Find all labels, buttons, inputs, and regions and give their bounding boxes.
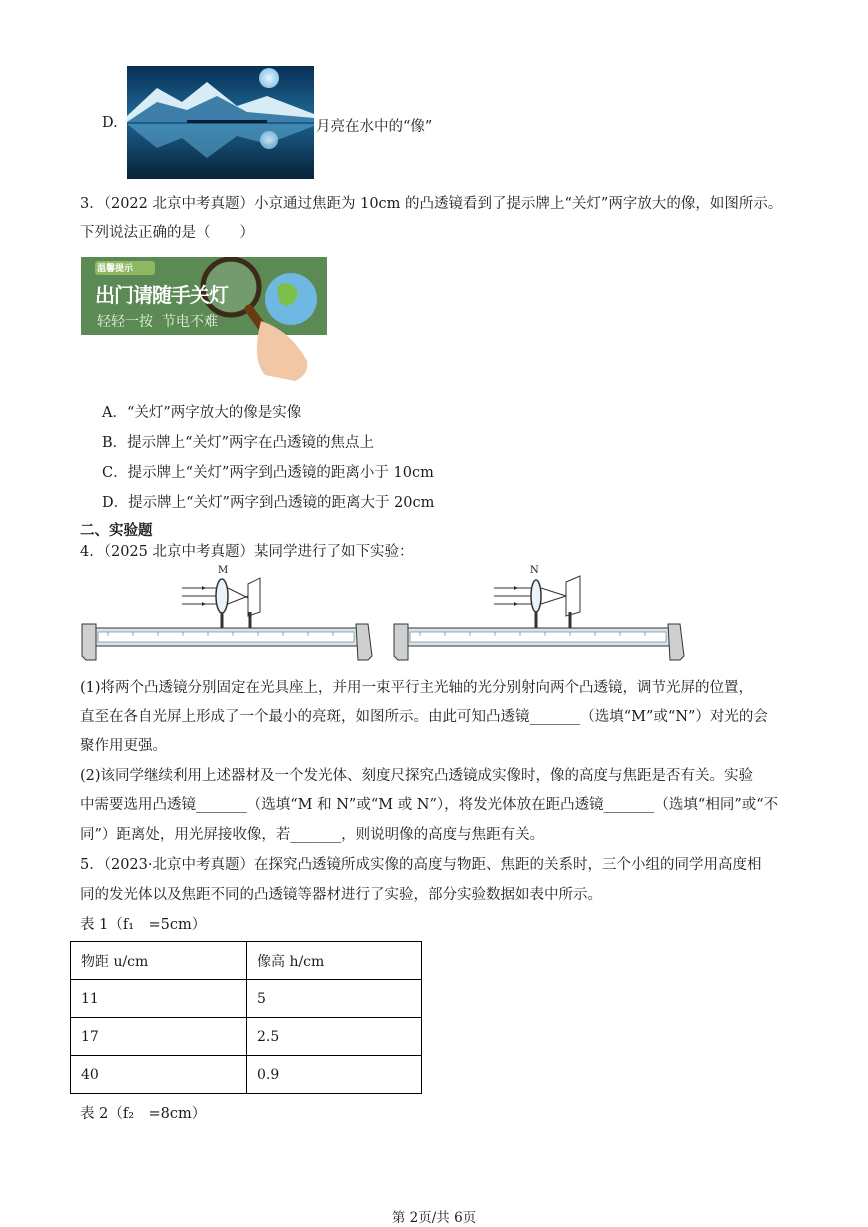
- table-row: [71, 1018, 422, 1056]
- option-d-text: 月亮在水中的“像”: [316, 119, 433, 135]
- q3-option-b: B．提示牌上“关灯”两字在凸透镜的焦点上: [102, 435, 374, 451]
- q4-part2-line1: (2)该同学继续利用上述器材及一个发光体、刻度尺探究凸透镜成实像时，像的高度与焦距是否有关。实验: [80, 768, 754, 784]
- q3-option-d: D．提示牌上“关灯”两字到凸透镜的距离大于 20cm: [102, 495, 435, 511]
- q4-part1-line1: (1)将两个凸透镜分别固定在光具座上，并用一束平行主光轴的光分别射向两个凸透镜，调节光屏的位置，: [80, 680, 754, 696]
- q3-stem-line2: 下列说法正确的是（ ）: [80, 225, 254, 241]
- table1-caption: 表 1（f₁ =5cm）: [80, 917, 207, 933]
- page-footer: 第 2页/共 6页: [391, 1210, 477, 1226]
- sign-sub-text: 轻轻一按 节电不难: [97, 314, 218, 330]
- table-header-cell: 物距 u/cm: [71, 942, 247, 980]
- table1: [70, 941, 422, 1094]
- sign-tag-text: 温馨提示: [97, 264, 134, 274]
- q4-intro: 4．（2025 北京中考真题）某同学进行了如下实验：: [80, 544, 414, 560]
- sign-main-text: 出门请随手关灯: [95, 283, 228, 307]
- table-row: [71, 980, 422, 1018]
- table-cell: 40: [71, 1056, 247, 1094]
- q4-part2-line2: 中需要选用凸透镜_______（选填“M 和 N”或“M 或 N”），将发光体放在距凸透镜_______（选填“相同”或“不: [80, 797, 779, 813]
- table-header-cell: 像高 h/cm: [247, 942, 422, 980]
- q5-stem-line2: 同的发光体以及焦距不同的凸透镜等器材进行了实验，部分实验数据如表中所示。: [80, 887, 602, 903]
- section-heading: 二、实验题: [80, 522, 153, 539]
- q3-option-a: A．“关灯”两字放大的像是实像: [102, 405, 302, 421]
- q4-part1-line3: 聚作用更强。: [80, 738, 167, 754]
- table-cell: 17: [71, 1018, 247, 1056]
- table-cell: 2.5: [247, 1018, 422, 1056]
- table-row: [71, 1056, 422, 1094]
- optical-bench-n-figure: [390, 566, 686, 664]
- table-header-row: [71, 942, 422, 980]
- lens-m-label: M: [218, 565, 229, 576]
- option-d-letter: D.: [102, 115, 118, 131]
- q3-stem-line1: 3．（2022 北京中考真题）小京通过焦距为 10cm 的凸透镜看到了提示牌上“关灯”两字放大的像，如图所示。: [80, 196, 783, 212]
- q4-part1-line2: 直至在各自光屏上形成了一个最小的亮斑，如图所示。由此可知凸透镜_______（选填“M”或“N”）对光的会: [80, 709, 768, 725]
- table-cell: 11: [71, 980, 247, 1018]
- optical-bench-m-figure: [78, 566, 374, 664]
- q5-stem-line1: 5．（2023·北京中考真题）在探究凸透镜所成实像的高度与物距、焦距的关系时，三个小组的同学用高度相: [80, 857, 762, 873]
- table-cell: 5: [247, 980, 422, 1018]
- lens-n-label: N: [530, 565, 539, 576]
- q4-part2-line3: 同”）距离处，用光屏接收像，若_______，则说明像的高度与焦距有关。: [80, 827, 545, 843]
- table-cell: 0.9: [247, 1056, 422, 1094]
- moon-lake-photo: [127, 66, 314, 179]
- table2-caption: 表 2（f₂ =8cm）: [80, 1106, 207, 1122]
- q3-option-c: C．提示牌上“关灯”两字到凸透镜的距离小于 10cm: [102, 465, 434, 481]
